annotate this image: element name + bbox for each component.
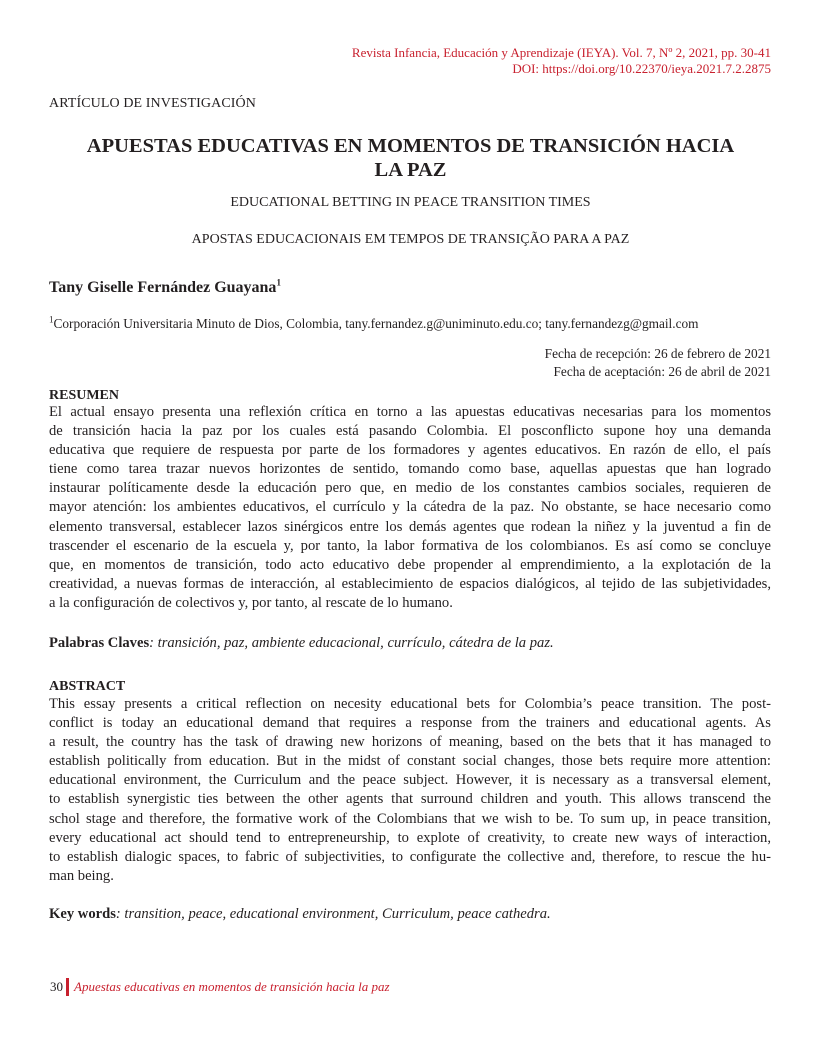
abstract-line: every educational act should tend to entrepreneurship, to explote of creativity, to create new ways of interaction,	[49, 829, 771, 846]
abstract-line: establish politically from education. But in the midst of constant social changes, those bets require more attention:	[49, 753, 771, 770]
abstract-line: This essay presents a critical reflection on necesity educational bets for Colombia’s peace transition. The post-	[49, 696, 771, 712]
abstract-body	[49, 695, 771, 886]
resumen-line: instaurar políticamente desde la educación pero que, en medio de los constantes cambios sociales, requieren de	[49, 480, 771, 497]
subtitle-portuguese: APOSTAS EDUCACIONAIS EM TEMPOS DE TRANSIÇÃO PARA A PAZ	[191, 232, 630, 247]
running-title: Apuestas educativas en momentos de transición hacia la paz	[74, 979, 390, 994]
resumen-line: que, en momentos de transición, todo acto educativo debe propender al emprendimiento, a la explotación de la	[49, 556, 771, 573]
footer-divider	[66, 978, 69, 996]
keywords-english-text: : transition, peace, educational environment, Curriculum, peace cathedra.	[115, 906, 551, 922]
received-date: Fecha de recepción: 26 de febrero de 2021	[544, 346, 771, 361]
resumen-line: tiene como tarea trazar nuevos horizontes de sentido, tomando como base, aquellas apuestas que han logrado	[49, 461, 771, 478]
resumen-heading: RESUMEN	[49, 388, 120, 403]
resumen-line: El actual ensayo presenta una reflexión crítica en torno a las apuestas educativas necesarias para los momentos	[49, 404, 771, 420]
article-title-line-1: APUESTAS EDUCATIVAS EN MOMENTOS DE TRANSICIÓN HACIA	[86, 135, 735, 157]
author-footnote-marker: 1	[276, 277, 281, 288]
keywords-english-label: Key words	[49, 906, 116, 922]
resumen-line: trascender el escenario de la escuela y, por tanto, la labor formativa de los colombianos. Es así como se concluye	[49, 537, 771, 554]
abstract-heading: ABSTRACT	[49, 679, 126, 694]
keywords-english	[49, 906, 551, 923]
submission-dates	[545, 345, 771, 381]
keywords-spanish-text: : transición, paz, ambiente educacional, currículo, cátedra de la paz.	[149, 635, 554, 651]
journal-header	[352, 45, 771, 77]
resumen-line: educativa que requiere de respuesta por parte de los formadores y agentes educativos. En razón de ello, el país	[49, 442, 771, 459]
resumen-line: mayor atención: los ambientes educativos, el currículo y la cátedra de la paz. No obstante, se hace necesario como	[49, 499, 771, 516]
accepted-date: Fecha de aceptación: 26 de abril de 2021	[553, 364, 771, 379]
article-title	[60, 134, 761, 182]
resumen-line: creatividad, a nuevas formas de interacción, al establecimiento de espacios dialógicos, al tejido de las subjetividades,	[49, 575, 771, 592]
keywords-spanish	[49, 635, 554, 652]
abstract-line: schol stage and therefore, the formative work of the Colombians that we wish to be. To sum up, in peace transition,	[49, 810, 771, 827]
abstract-line: a result, the country has the task of drawing new horizons of meaning, based on the bets that it has managed to	[49, 734, 771, 751]
doi-link[interactable]: DOI: https://doi.org/10.22370/ieya.2021.7.2.2875	[512, 61, 771, 76]
affiliation	[49, 316, 698, 332]
abstract-line: to establish synergistic ties between the other agents that surround children and youth. This allows transcend the	[49, 791, 771, 808]
abstract-line: to establish dialogic spaces, to fabric of subjectivities, to configurate the collective and, therefore, to rescue the hu-	[49, 848, 771, 865]
affiliation-text: Corporación Universitaria Minuto de Dios, Colombia, tany.fernandez.g@uniminuto.edu.co; tany.fernandezg@gmail.com	[53, 316, 699, 331]
article-title-line-2: LA PAZ	[374, 159, 447, 181]
abstract-line: conflict is today an educational demand that requires a response from the trainers and educational agents. As	[49, 715, 771, 732]
page-number: 30	[50, 979, 63, 994]
subtitle-english: EDUCATIONAL BETTING IN PEACE TRANSITION TIMES	[230, 195, 591, 210]
author	[49, 279, 281, 297]
affiliation-marker: 1	[49, 314, 54, 325]
journal-citation: Revista Infancia, Educación y Aprendizaje (IEYA). Vol. 7, Nº 2, 2021, pp. 30-41	[351, 45, 771, 60]
resumen-line: elemento transversal, establecer lazos sinérgicos entre los demás agentes que rodean la niñez y la juventud a fin de	[49, 518, 771, 535]
abstract-line: educational environment, the Curriculum and the peace subject. However, it is necessary as a transversal element,	[49, 772, 771, 789]
resumen-line: de transición hacia la paz por los cuales está pasando Colombia. El posconflicto supone hoy una demanda	[49, 423, 771, 440]
section-label: ARTÍCULO DE INVESTIGACIÓN	[49, 96, 256, 111]
author-name: Tany Giselle Fernández Guayana	[49, 279, 277, 296]
keywords-spanish-label: Palabras Claves	[49, 635, 150, 651]
abstract-line: man being.	[49, 867, 114, 884]
resumen-line: a la configuración de colectivos y, por tanto, al rescate de lo humano.	[49, 594, 453, 611]
page-footer	[50, 977, 390, 997]
resumen-body	[49, 403, 771, 613]
